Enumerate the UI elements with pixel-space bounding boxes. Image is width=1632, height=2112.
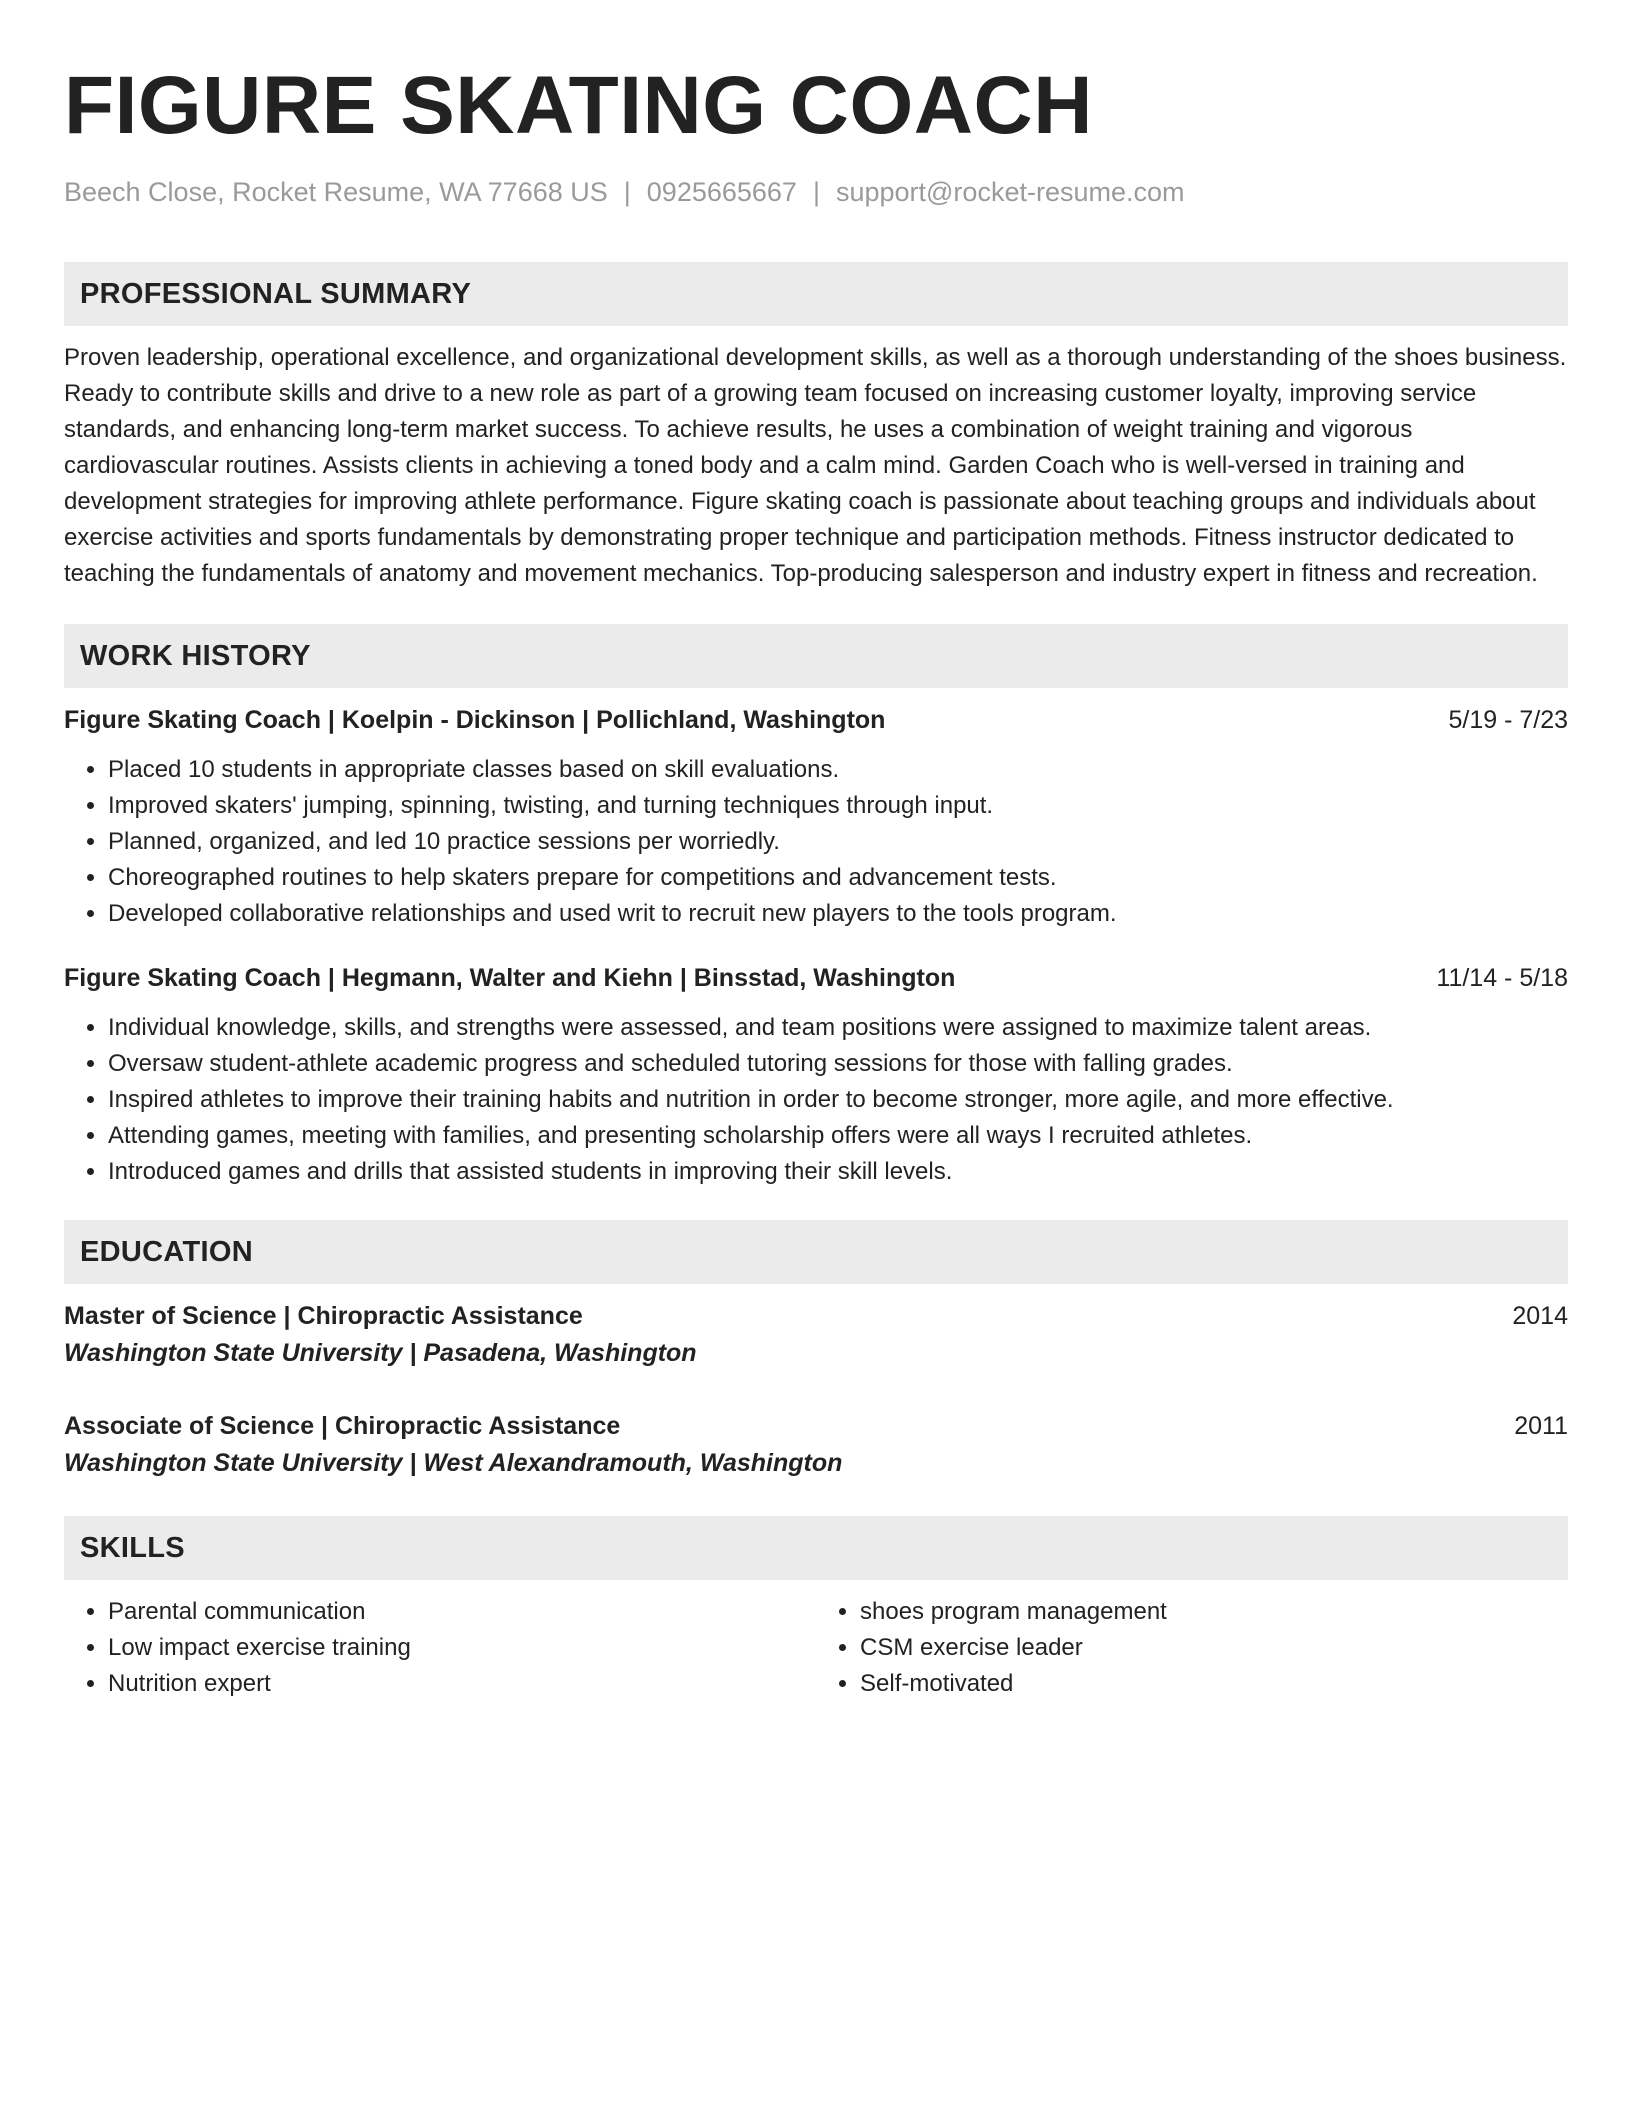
education-year: 2011	[1514, 1412, 1568, 1440]
skill-item: • shoes program management	[860, 1594, 1568, 1630]
education-degree: Master of Science | Chiropractic Assistance	[64, 1302, 583, 1330]
job-dates: 11/14 - 5/18	[1436, 964, 1568, 992]
contact-email[interactable]: support@rocket-resume.com	[835, 177, 1185, 207]
job-bullet: • Developed collaborative relationships and used writ to recruit new players to the tools program.	[108, 896, 1568, 932]
skill-item: • Low impact exercise training	[108, 1630, 816, 1666]
education-entry	[64, 1408, 1568, 1482]
job-bullet: • Attending games, meeting with families, and presenting scholarship offers were all ways I recruited athletes.	[108, 1118, 1568, 1154]
contact-separator: |	[812, 177, 820, 207]
skill-item: • Self-motivated	[860, 1666, 1568, 1702]
job-bullets	[64, 752, 1568, 932]
job-bullet: • Placed 10 students in appropriate classes based on skill evaluations.	[108, 752, 1568, 788]
job-dates: 5/19 - 7/23	[1448, 706, 1568, 734]
education-school: Washington State University | Pasadena, Washington	[64, 1339, 697, 1367]
job-bullets	[64, 1010, 1568, 1190]
job-title: Figure Skating Coach | Koelpin - Dickinson | Pollichland, Washington	[64, 706, 886, 734]
job-bullet: • Inspired athletes to improve their training habits and nutrition in order to become stronger, more agile, and more effective.	[108, 1082, 1568, 1118]
education-year: 2014	[1512, 1302, 1568, 1330]
contact-line	[64, 174, 1568, 210]
education-degree: Associate of Science | Chiropractic Assistance	[64, 1412, 621, 1440]
education-school: Washington State University | West Alexandramouth, Washington	[64, 1449, 843, 1477]
education-heading: EDUCATION	[64, 1220, 1568, 1284]
job-title: Figure Skating Coach | Hegmann, Walter and Kiehn | Binsstad, Washington	[64, 964, 956, 992]
skill-item: • Nutrition expert	[108, 1666, 816, 1702]
job-bullet: • Introduced games and drills that assisted students in improving their skill levels.	[108, 1154, 1568, 1190]
job-entry	[64, 960, 1568, 1190]
summary-heading: PROFESSIONAL SUMMARY	[64, 262, 1568, 326]
education-header	[64, 1408, 1568, 1444]
job-bullet: • Individual knowledge, skills, and strengths were assessed, and team positions were assigned to maximize talent areas.	[108, 1010, 1568, 1046]
education-header	[64, 1298, 1568, 1334]
job-header	[64, 702, 1568, 738]
contact-address: Beech Close, Rocket Resume, WA 77668 US	[64, 177, 608, 207]
job-bullet: • Improved skaters' jumping, spinning, twisting, and turning techniques through input.	[108, 788, 1568, 824]
education-entry	[64, 1298, 1568, 1372]
skills-column-left	[64, 1594, 816, 1702]
job-bullet: • Oversaw student-athlete academic progress and scheduled tutoring sessions for those with falling grades.	[108, 1046, 1568, 1082]
job-entry	[64, 702, 1568, 932]
skill-item: • CSM exercise leader	[860, 1630, 1568, 1666]
job-header	[64, 960, 1568, 996]
contact-phone: 0925665667	[646, 177, 797, 207]
work-history-heading: WORK HISTORY	[64, 624, 1568, 688]
skills-list	[64, 1594, 1568, 1702]
skills-heading: SKILLS	[64, 1516, 1568, 1580]
job-bullet: • Planned, organized, and led 10 practice sessions per worriedly.	[108, 824, 1568, 860]
skills-column-right	[816, 1594, 1568, 1702]
summary-text: Proven leadership, operational excellence, and organizational development skills, as well as a thorough understanding of the shoes business. Ready to contribute skills and drive to a new role as part of a growing team focused on increasing customer loyalty, improving service standards, and enhancing long-term market success. To achieve results, he uses a combination of weight training and vigorous cardiovascular routines. Assists clients in achieving a toned body and a calm mind. Garden Coach who is well-versed in training and development strategies for improving athlete performance. Figure skating coach is passionate about teaching groups and individuals about exercise activities and sports fundamentals by demonstrating proper technique and participation methods. Fitness instructor dedicated to teaching the fundamentals of anatomy and movement mechanics. Top-producing salesperson and industry expert in fitness and recreation.	[64, 344, 1567, 587]
resume-name: FIGURE SKATING COACH	[64, 60, 1093, 151]
job-bullet: • Choreographed routines to help skaters prepare for competitions and advancement tests.	[108, 860, 1568, 896]
skill-item: • Parental communication	[108, 1594, 816, 1630]
contact-separator: |	[623, 177, 631, 207]
